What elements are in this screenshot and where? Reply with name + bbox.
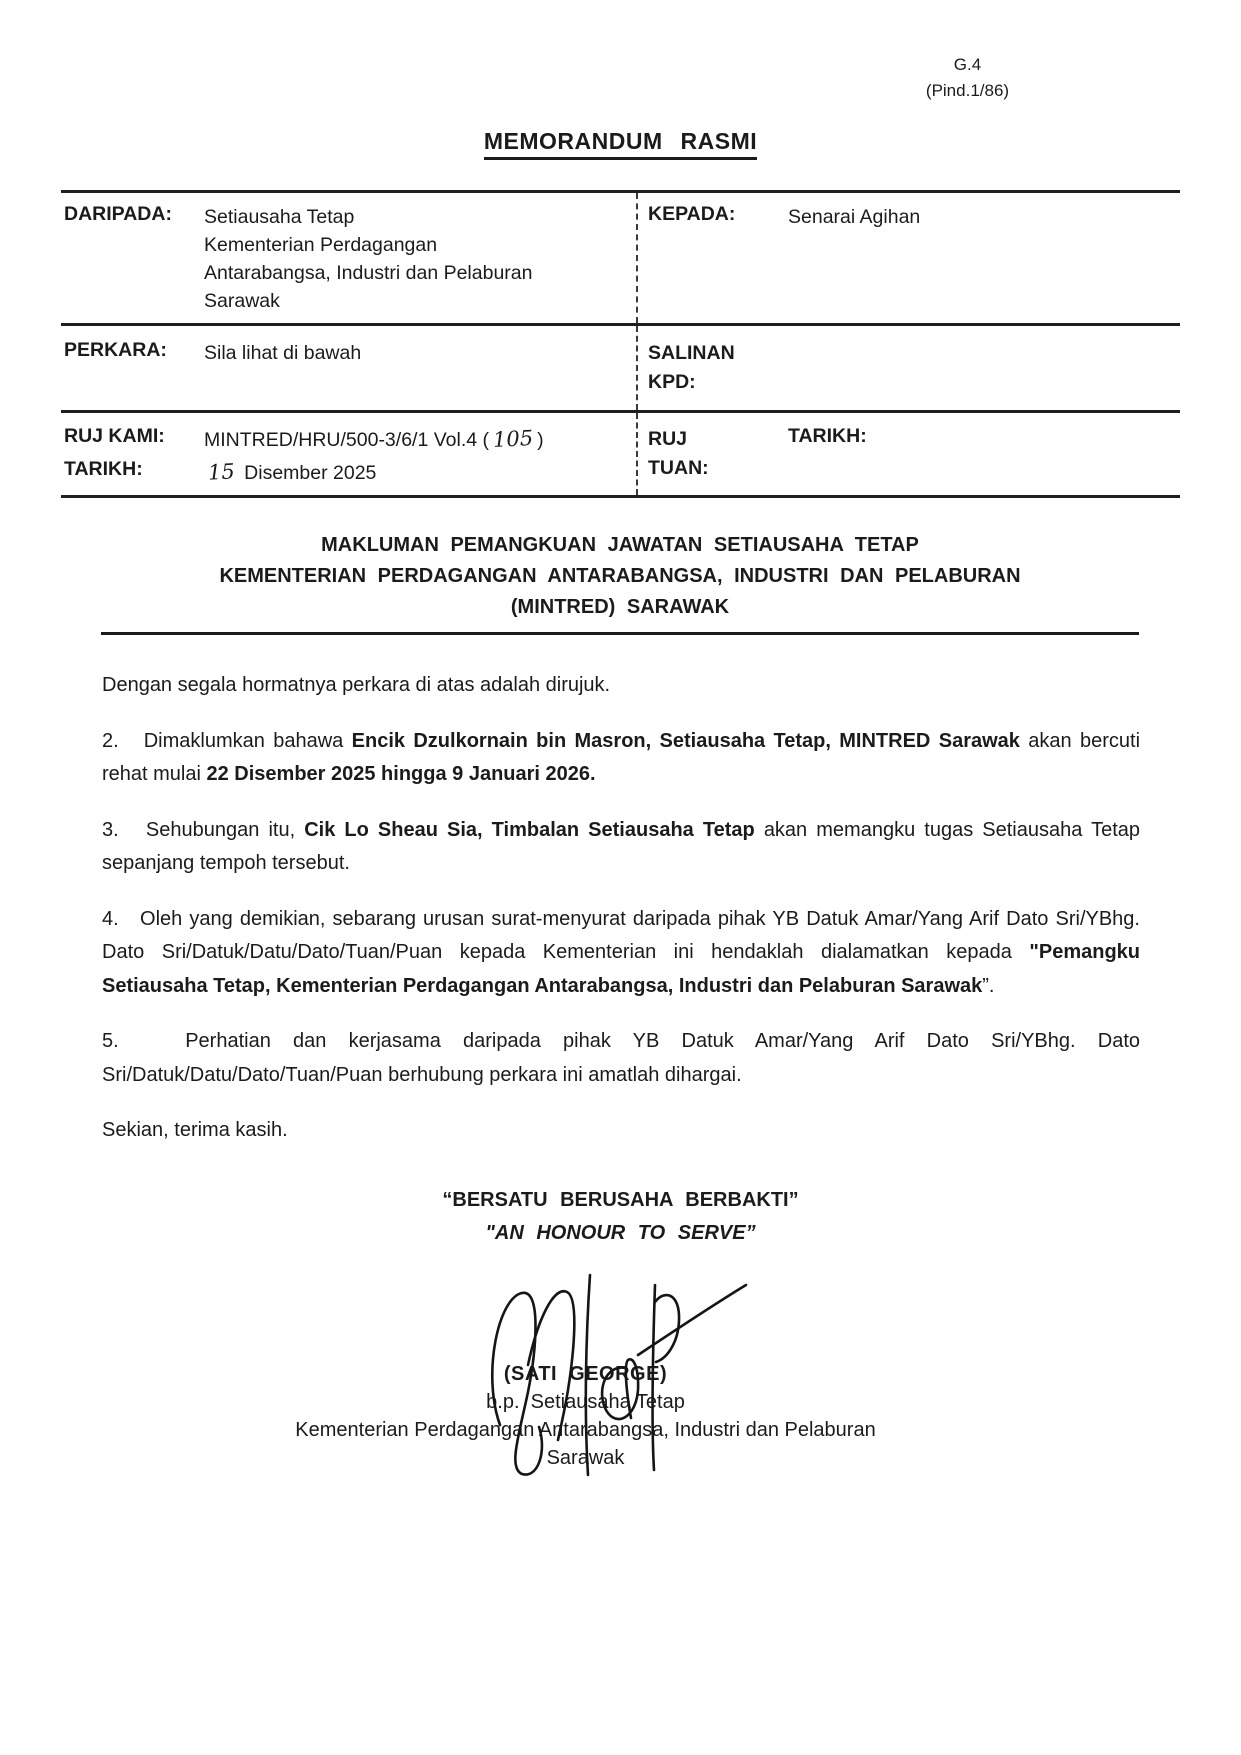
salinan-label-line1: SALINAN (648, 342, 735, 364)
subject-line-1: MAKLUMAN PEMANGKUAN JAWATAN SETIAUSAHA TETAP (321, 534, 919, 556)
table-row-daripada-kepada (61, 193, 1180, 323)
ruj-kami-label: RUJ KAMI: (64, 425, 165, 447)
perkara-value: Sila lihat di bawah (204, 342, 362, 364)
signoff-role: b.p. Setiausaha Tetap (486, 1390, 685, 1413)
kepada-value: Senarai Agihan (788, 206, 921, 228)
meta-table (61, 190, 1180, 498)
daripada-cell (61, 193, 636, 323)
paragraph-2: 2. Dimaklumkan bahawa Encik Dzulkornain bin Masron, Setiausaha Tetap, MINTRED Sarawak akan bercuti rehat mulai 22 Disember 2025 hingga 9 Januari 2026. (102, 729, 1141, 785)
ruj-kami-cell (61, 413, 636, 495)
subject-line-3: (MINTRED) SARAWAK (510, 596, 730, 618)
ruj-kami-handwritten-number: 105 (492, 425, 534, 453)
paragraph-3: 3. Sehubungan itu, Cik Lo Sheau Sia, Timbalan Setiausaha Tetap akan memangku tugas Setiausaha Tetap sepanjang tempoh tersebut. (102, 818, 1141, 874)
motto (0, 1184, 1241, 1250)
paragraph-closing: Sekian, terima kasih. (102, 1119, 288, 1141)
subject-line-2: KEMENTERIAN PERDAGANGAN ANTARABANGSA, INDUSTRI DAN PELABURAN (219, 565, 1021, 587)
ruj-tuan-label-line2: TUAN: (648, 457, 709, 479)
perkara-cell (61, 326, 636, 410)
subject-heading (101, 530, 1139, 623)
memo-body (102, 669, 1140, 1148)
signoff-state: Sarawak (546, 1446, 625, 1469)
memo-title (0, 128, 1241, 155)
salinan-cell (636, 326, 1180, 410)
ruj-kami-value: MINTRED/HRU/500-3/6/1 Vol.4 ( 105 ) (204, 425, 630, 454)
form-revision: (Pind.1/86) (925, 81, 1010, 100)
perkara-label: PERKARA: (64, 339, 167, 361)
form-code-block (915, 52, 1020, 104)
table-row-ruj-tarikh (61, 410, 1180, 495)
table-row-perkara-salinan (61, 323, 1180, 410)
motto-line-english: "AN HONOUR TO SERVE” (485, 1221, 756, 1244)
daripada-value: Setiausaha Tetap Kementerian Perdagangan Antarabangsa, Industri dan Pelaburan Sarawak (204, 206, 533, 312)
ruj-tuan-label-line1: RUJ (648, 428, 688, 450)
tarikh-handwritten-day: 15 (207, 459, 236, 485)
subject-underline (101, 632, 1139, 635)
tarikh-tuan-label: TARIKH: (788, 425, 867, 447)
daripada-label: DARIPADA: (64, 203, 172, 225)
kepada-label: KEPADA: (648, 203, 736, 225)
tarikh-kami-value: 15 Disember 2025 (204, 458, 630, 487)
paragraph-4: 4. Oleh yang demikian, sebarang urusan surat-menyurat daripada pihak YB Datuk Amar/Yang Arif Dato Sri/YBhg. Dato Sri/Datuk/Datu/Dato/Tuan/Puan kepada Kementerian ini hendaklah dialamatkan kepada "Pemangku Setiausaha Tetap, Kementerian Perdagangan Antarabangsa, Industri dan Pelaburan Sarawak”. (102, 907, 1140, 997)
form-code: G.4 (953, 55, 982, 74)
ruj-tuan-cell (636, 413, 1180, 495)
paragraph-intro: Dengan segala hormatnya perkara di atas adalah dirujuk. (102, 674, 611, 696)
memo-title-text: MEMORANDUM RASMI (484, 128, 757, 160)
tarikh-kami-label: TARIKH: (64, 458, 143, 480)
signoff-name: (SATI GEORGE) (503, 1362, 668, 1385)
paragraph-5: 5. Perhatian dan kerjasama daripada pihak YB Datuk Amar/Yang Arif Dato Sri/YBhg. Dato Sri/Datuk/Datu/Dato/Tuan/Puan berhubung perkara ini amatlah dihargai. (102, 1030, 1140, 1086)
salinan-label-line2: KPD: (648, 371, 696, 393)
signoff-ministry: Kementerian Perdagangan Antarabangsa, Industri dan Pelaburan (295, 1418, 876, 1441)
kepada-cell (636, 193, 1180, 323)
motto-line-malay: “BERSATU BERUSAHA BERBAKTI” (442, 1188, 799, 1211)
signature-scribble (468, 1260, 758, 1485)
